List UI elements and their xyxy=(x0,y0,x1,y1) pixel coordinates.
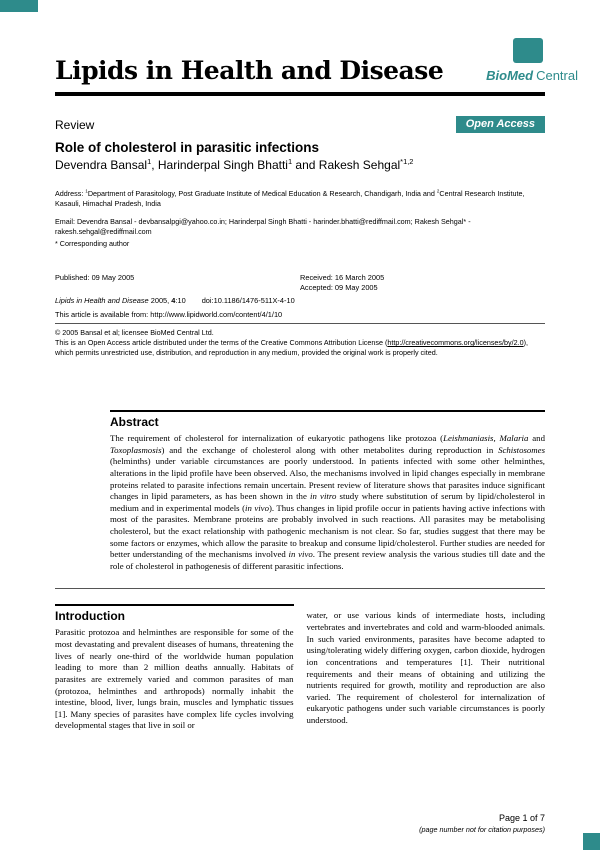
logo-text-biomed: BioMed xyxy=(486,68,534,83)
copyright-line: © 2005 Bansal et al; licensee BioMed Central Ltd. xyxy=(55,328,214,338)
article-title: Role of cholesterol in parasitic infections xyxy=(55,140,320,155)
introduction-column-right xyxy=(307,604,546,731)
introduction-text-column-1: Parasitic protozoa and helminthes are responsible for some of the most devastating and prevalent diseases of humans, threatening the lives of nearly one-third of the worldwide human population leading to more than 2 million deaths annually. Habitats of parasites are extremely varied and common parasites of man (protozoa, helminthes and arthropods) normally inhabit the intestine, blood, liver, lungs brain, muscles and lymphatic tissues [1]. Many species of parasites have complex life cycles involving developmental stages that live in soil or xyxy=(55,627,294,731)
authors-line: Devendra Bansal$^1$, Harinderpal Singh Bhatti$^1$ and Rakesh Sehgal$^{*1,2}$ xyxy=(55,157,414,172)
received-date: Received: 16 March 2005 xyxy=(300,273,385,283)
article-type-row xyxy=(55,116,545,133)
license-text-pre: This is an Open Access article distributed under the terms of the Creative Commons Attribution License ( xyxy=(55,338,388,348)
page-number: Page 1 of 7 xyxy=(498,813,545,823)
available-from-label: This article is available from: xyxy=(55,310,151,320)
abstract-heading: Abstract xyxy=(110,415,159,430)
page-footer xyxy=(419,813,545,834)
logo-text-central: Central xyxy=(536,68,578,83)
license-text-post: ), which permits unrestricted use, distribution, and reproduction in any medium, provided the original work is properly cited. xyxy=(55,338,528,358)
available-from-line xyxy=(55,310,545,319)
article-type-label: Review xyxy=(55,117,95,132)
biomed-central-logo-mark xyxy=(513,38,543,63)
citation-line xyxy=(55,296,545,305)
abstract-text: The requirement of cholesterol for internalization of eukaryotic pathogens like protozoa (Leishmaniasis, Malaria and Toxoplasmosis) and the exchange of cholesterol along with other metabolites during reproduction in Schistosomes (helminths) under variable circumstances are poorly understood. In patients infected with some other helminthes, alterations in the lipid profile have been observed. Also, the mechanisms involved in lipid changes especially in membrane proteins related to parasite infections remain uncertain. Present review of literature shows that parasites induce significant changes in lipid parameters, as has been shown in the in vitro study where substitution of serum by lipid/cholesterol in medium and in experimental models (in vivo). Thus changes in lipid profile occur in patients having active infections with most of the parasites. Membrane proteins are probably involved in such reactions. All parasites may be metabolising cholesterol, but the exact relationship with pathogenic mechanism is not clear. So far, studies suggest that there may be some factors or enzymes, which allow the parasite to breakup and consume lipid/cholesterol. Further studies are needed for better understanding of the mechanisms involved in vivo. The present review analysis the various studies till date and the role of cholesterol in pathogenesis of different parasitic infections. xyxy=(110,433,546,571)
accepted-date: Accepted: 09 May 2005 xyxy=(300,283,378,293)
abstract-section xyxy=(110,410,545,572)
introduction-rule xyxy=(55,604,294,606)
license-url-link[interactable]: http://creativecommons.org/licenses/by/2.0 xyxy=(387,338,524,348)
abstract-bottom-rule xyxy=(55,588,545,589)
address-line: Address: $^1$Department of Parasitology, Post Graduate Institute of Medical Education & Research, Chandigarh, India and $^2$Central Research Institute, Kasauli, Himachal Pradesh, India xyxy=(55,188,525,209)
received-accepted-block xyxy=(300,273,545,293)
citation-purpose-note: (page number not for citation purposes) xyxy=(419,825,545,834)
divider-rule xyxy=(55,323,545,324)
doi-text: doi:10.1186/1476-511X-4-10 xyxy=(201,296,295,306)
masthead-rule xyxy=(55,92,545,96)
corner-mark-bottom-right xyxy=(583,833,600,850)
publication-dates-row xyxy=(55,273,545,293)
email-line: Email: Devendra Bansal - devbansalpgi@yahoo.co.in; Harinderpal Singh Bhatti - harinder.bhatti@rediffmail.com; Rakesh Sehgal* - rakesh.sehgal@rediffmail.com xyxy=(55,217,471,237)
abstract-rule xyxy=(110,410,545,412)
biomed-central-wordmark xyxy=(486,68,578,83)
citation-year: 2005, xyxy=(148,296,172,306)
introduction-section xyxy=(55,604,545,731)
corner-mark-top-left xyxy=(0,0,38,12)
citation-pages: :10 xyxy=(175,296,186,306)
corresponding-author-note: * Corresponding author xyxy=(55,239,130,249)
citation-journal-name: Lipids in Health and Disease xyxy=(55,296,149,306)
introduction-heading: Introduction xyxy=(55,609,125,624)
article-url-link[interactable]: http://www.lipidworld.com/content/4/1/10 xyxy=(150,310,283,320)
citation-volume: 4 xyxy=(171,296,176,306)
journal-title: Lipids in Health and Disease xyxy=(55,56,444,85)
open-access-badge: Open Access xyxy=(456,116,545,133)
copyright-block xyxy=(55,328,545,358)
introduction-text-column-2: water, or use various kinds of intermediate hosts, including vertebrates and invertebrates and cold and warm-blooded animals. In such varied environments, parasites have become adapted to using/tolerating widely differing oxygen, carbon dioxide, hydrogen ion concentrations and temperatures [1]. Their nutritional requirements and their means of obtaining and utilizing the nutrients required for growth, motility and reproduction are also varied. The requirement of cholesterol for internalization of eukaryotic pathogens under such variable circumstances is poorly understood. xyxy=(306,610,545,725)
published-date: Published: 09 May 2005 xyxy=(55,273,135,283)
introduction-column-left xyxy=(55,604,294,731)
